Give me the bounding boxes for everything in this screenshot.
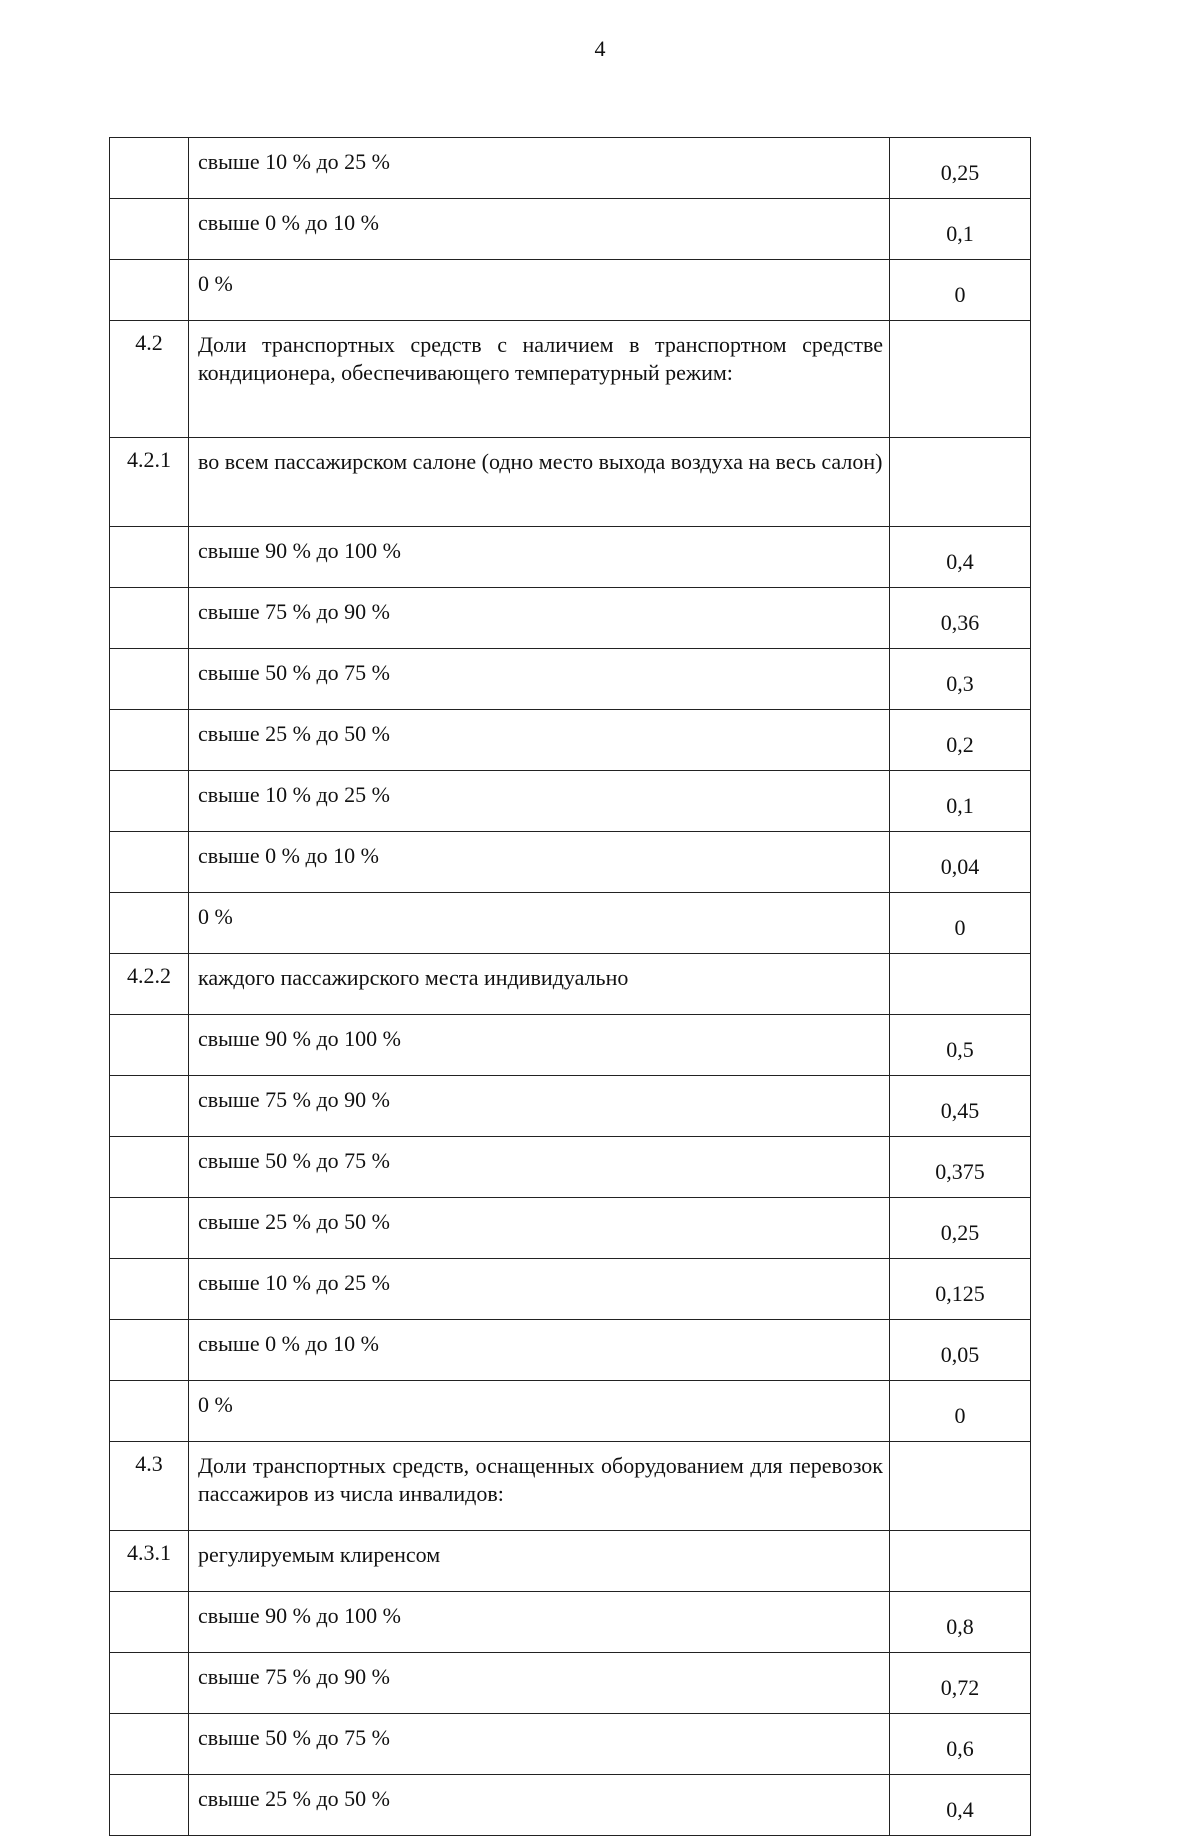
- row-number: [110, 527, 189, 588]
- row-description: регулируемым клиренсом: [189, 1531, 890, 1592]
- table-row: [110, 1592, 1031, 1653]
- page-number: 4: [594, 36, 606, 61]
- table-row: [110, 438, 1031, 527]
- row-description: свыше 75 % до 90 %: [189, 588, 890, 649]
- row-number: 4.2: [110, 321, 189, 438]
- row-description: свыше 90 % до 100 %: [189, 1592, 890, 1653]
- row-value: 0,2: [890, 710, 1031, 771]
- row-value: 0: [890, 1381, 1031, 1442]
- row-number: [110, 649, 189, 710]
- table-row: [110, 1015, 1031, 1076]
- row-value: [890, 1442, 1031, 1531]
- table-row: [110, 138, 1031, 199]
- row-number: 4.2.2: [110, 954, 189, 1015]
- row-number: [110, 1259, 189, 1320]
- row-value: 0,72: [890, 1653, 1031, 1714]
- row-description: свыше 10 % до 25 %: [189, 138, 890, 199]
- row-description: 0 %: [189, 260, 890, 321]
- row-number: [110, 1137, 189, 1198]
- row-value: 0,4: [890, 1775, 1031, 1836]
- row-description: свыше 0 % до 10 %: [189, 832, 890, 893]
- row-number: [110, 260, 189, 321]
- table-row: [110, 649, 1031, 710]
- row-value: 0,5: [890, 1015, 1031, 1076]
- table-row: [110, 321, 1031, 438]
- row-description: 0 %: [189, 893, 890, 954]
- row-value: 0: [890, 260, 1031, 321]
- row-description: свыше 0 % до 10 %: [189, 199, 890, 260]
- row-number: [110, 893, 189, 954]
- table-row: [110, 1381, 1031, 1442]
- table-row: [110, 1137, 1031, 1198]
- row-description: свыше 10 % до 25 %: [189, 771, 890, 832]
- coefficient-table: [109, 137, 1031, 1836]
- row-number: [110, 1775, 189, 1836]
- row-number: 4.2.1: [110, 438, 189, 527]
- row-value: 0,45: [890, 1076, 1031, 1137]
- row-value: 0,25: [890, 1198, 1031, 1259]
- table-row: [110, 1320, 1031, 1381]
- table-row: [110, 954, 1031, 1015]
- row-value: 0,125: [890, 1259, 1031, 1320]
- row-description: свыше 25 % до 50 %: [189, 1198, 890, 1259]
- table-row: [110, 1653, 1031, 1714]
- row-description: 0 %: [189, 1381, 890, 1442]
- row-number: [110, 1198, 189, 1259]
- row-value: 0,8: [890, 1592, 1031, 1653]
- row-description: свыше 75 % до 90 %: [189, 1653, 890, 1714]
- row-description: свыше 0 % до 10 %: [189, 1320, 890, 1381]
- row-value: 0,04: [890, 832, 1031, 893]
- table-row: [110, 199, 1031, 260]
- row-description: Доли транспортных средств с наличием в транспортном средстве кондиционера, обеспечивающего температурный режим:: [189, 321, 890, 438]
- row-value: [890, 321, 1031, 438]
- row-value: 0: [890, 893, 1031, 954]
- row-number: [110, 138, 189, 199]
- row-description: свыше 50 % до 75 %: [189, 649, 890, 710]
- row-value: [890, 1531, 1031, 1592]
- table-row: [110, 710, 1031, 771]
- row-number: 4.3: [110, 1442, 189, 1531]
- table-row: [110, 1442, 1031, 1531]
- row-number: [110, 1714, 189, 1775]
- row-description: во всем пассажирском салоне (одно место выхода воздуха на весь салон): [189, 438, 890, 527]
- table-row: [110, 1198, 1031, 1259]
- row-description: свыше 75 % до 90 %: [189, 1076, 890, 1137]
- row-number: [110, 832, 189, 893]
- row-description: свыше 10 % до 25 %: [189, 1259, 890, 1320]
- row-value: 0,25: [890, 138, 1031, 199]
- table-row: [110, 1259, 1031, 1320]
- row-description: свыше 25 % до 50 %: [189, 1775, 890, 1836]
- row-number: [110, 771, 189, 832]
- row-value: [890, 954, 1031, 1015]
- table-row: [110, 893, 1031, 954]
- row-number: 4.3.1: [110, 1531, 189, 1592]
- table-row: [110, 260, 1031, 321]
- row-description: свыше 50 % до 75 %: [189, 1137, 890, 1198]
- row-description: каждого пассажирского места индивидуально: [189, 954, 890, 1015]
- table-row: [110, 1714, 1031, 1775]
- row-value: [890, 438, 1031, 527]
- row-value: 0,05: [890, 1320, 1031, 1381]
- row-number: [110, 1653, 189, 1714]
- table-row: [110, 771, 1031, 832]
- row-value: 0,375: [890, 1137, 1031, 1198]
- row-number: [110, 1320, 189, 1381]
- table-row: [110, 527, 1031, 588]
- row-number: [110, 1592, 189, 1653]
- row-value: 0,6: [890, 1714, 1031, 1775]
- row-number: [110, 588, 189, 649]
- row-description: свыше 50 % до 75 %: [189, 1714, 890, 1775]
- table-row: [110, 1775, 1031, 1836]
- table-row: [110, 832, 1031, 893]
- row-description: свыше 25 % до 50 %: [189, 710, 890, 771]
- row-number: [110, 710, 189, 771]
- row-number: [110, 199, 189, 260]
- row-number: [110, 1076, 189, 1137]
- row-description: Доли транспортных средств, оснащенных оборудованием для перевозок пассажиров из числа инвалидов:: [189, 1442, 890, 1531]
- row-description: свыше 90 % до 100 %: [189, 527, 890, 588]
- table-row: [110, 588, 1031, 649]
- row-number: [110, 1015, 189, 1076]
- row-number: [110, 1381, 189, 1442]
- row-value: 0,1: [890, 771, 1031, 832]
- table-row: [110, 1076, 1031, 1137]
- row-value: 0,3: [890, 649, 1031, 710]
- row-value: 0,36: [890, 588, 1031, 649]
- row-value: 0,4: [890, 527, 1031, 588]
- row-description: свыше 90 % до 100 %: [189, 1015, 890, 1076]
- row-value: 0,1: [890, 199, 1031, 260]
- table-row: [110, 1531, 1031, 1592]
